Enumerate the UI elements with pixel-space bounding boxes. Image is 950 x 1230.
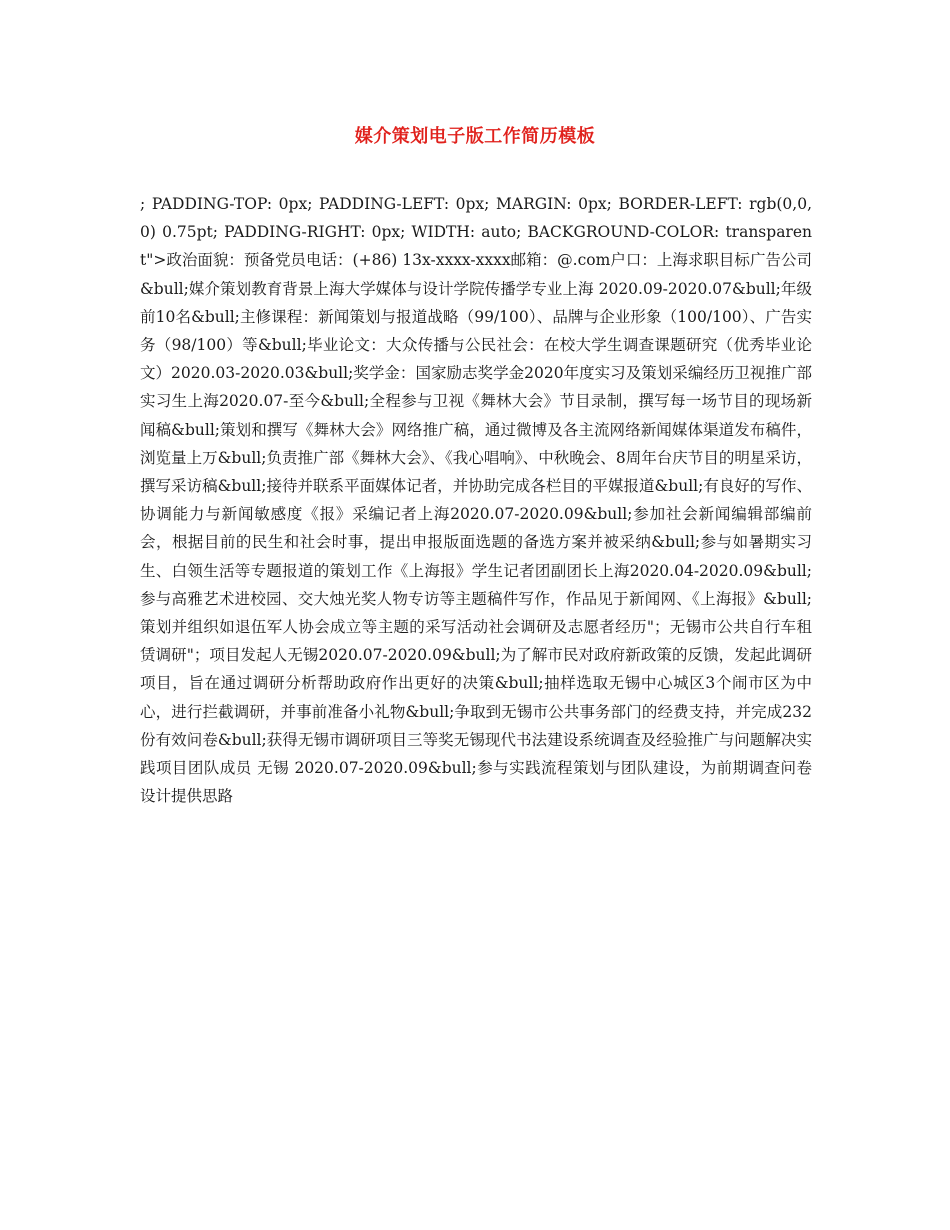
document-title: 媒介策划电子版工作简历模板 bbox=[354, 126, 596, 147]
document-body-text: ; PADDING-TOP: 0px; PADDING-LEFT: 0px; MARGIN: 0px; BORDER-LEFT: rgb(0,0,0) 0.75pt; PADDING-RIGHT: 0px; WIDTH: auto; BACKGROUND-COLOR: transparent">政治面貌：预备党员电话：(+86) 13x-xxxx-xxxx邮箱：@.com户口：上海求职目标广告公司&bull;媒介策划教育背景上海大学媒体与设计学院传播学专业上海 2020.09-2020.07&bull;年级前10名&bull;主修课程：新闻策划与报道战略（99/100）、品牌与企业形象（100/100）、广告实务（98/100）等&bull;毕业论文：大众传播与公民社会：在校大学生调查课题研究（优秀毕业论文）2020.03-2020.03&bull;奖学金：国家励志奖学金2020年度实习及策划采编经历卫视推广部实习生上海2020.07-至今&bull;全程参与卫视《舞林大会》节目录制，撰写每一场节目的现场新闻稿&bull;策划和撰写《舞林大会》网络推广稿，通过微博及各主流网络新闻媒体渠道发布稿件，浏览量上万&bull;负责推广部《舞林大会》、《我心唱响》、中秋晚会、8周年台庆节目的明星采访，撰写采访稿&bull;接待并联系平面媒体记者，并协助完成各栏目的平媒报道&bull;有良好的写作、协调能力与新闻敏感度《报》采编记者上海2020.07-2020.09&bull;参加社会新闻编辑部编前会，根据目前的民生和社会时事，提出申报版面选题的备选方案并被采纳&bull;参与如暑期实习生、白领生活等专题报道的策划工作《上海报》学生记者团副团长上海2020.04-2020.09&bull;参与高雅艺术进校园、交大烛光奖人物专访等主题稿件写作，作品见于新闻网、《上海报》&bull;策划并组织如退伍军人协会成立等主题的采写活动社会调研及志愿者经历"；无锡市公共自行车租赁调研"；项目发起人无锡2020.07-2020.09&bull;为了解市民对政府新政策的反馈，发起此调研项目，旨在通过调研分析帮助政府作出更好的决策&bull;抽样选取无锡中心城区3个闹市区为中心，进行拦截调研，并事前准备小礼物&bull;争取到无锡市公共事务部门的经费支持，并完成232份有效问卷&bull;获得无锡市调研项目三等奖无锡现代书法建设系统调查及经验推广与问题解决实践项目团队成员 无锡 2020.07-2020.09&bull;参与实践流程策划与团队建设，为前期调查问卷设计提供思路 bbox=[140, 195, 812, 806]
